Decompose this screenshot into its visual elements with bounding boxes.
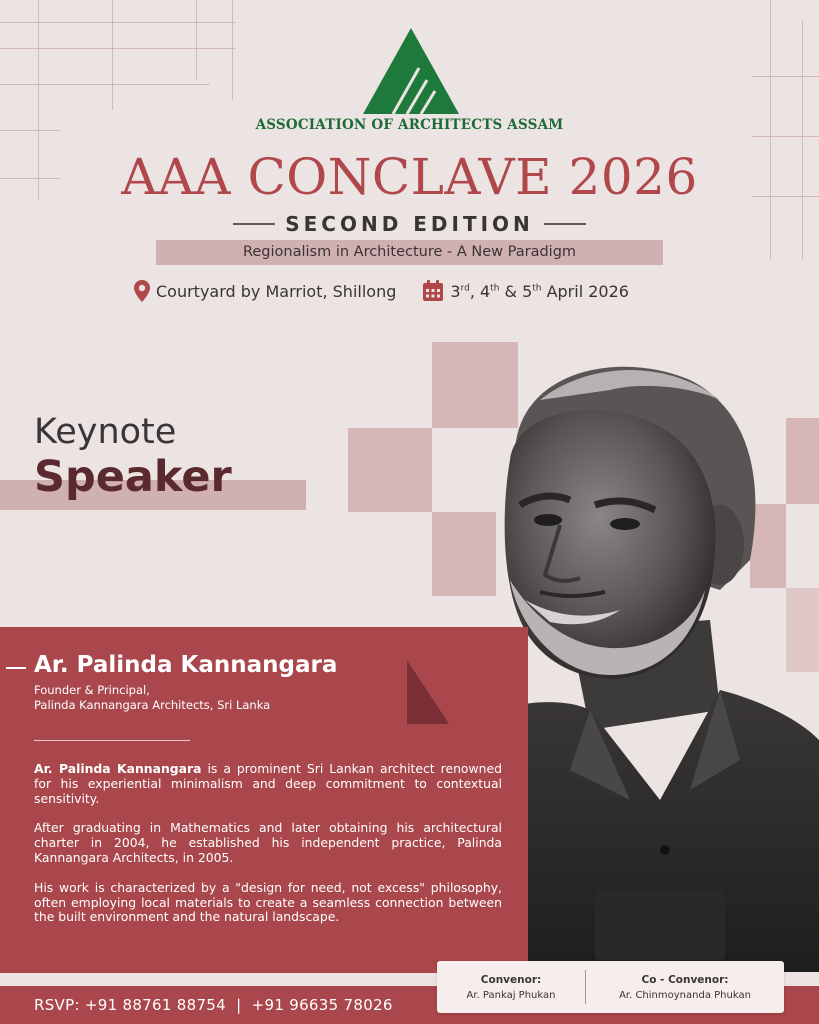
co-convenor-name: Ar. Chinmoynanda Phukan [619,989,751,1001]
decor-line [0,84,210,85]
bio-paragraph-1: Ar. Palinda Kannangara is a prominent Sri Lankan architect renowned for his experiential minimalism and deep commitment to contextual sensitivity. [34,761,502,806]
co-convenor-column [586,974,784,1001]
convenor-column [437,974,585,1001]
edition-rule-right [544,223,586,225]
theme-banner: Regionalism in Architecture - A New Paradigm [156,240,663,265]
convenor-card [437,961,784,1013]
keynote-heading-line1: Keynote [34,412,177,452]
decor-line [752,76,819,77]
rsvp-contacts: RSVP: +91 88761 88754 | +91 96635 78026 [34,996,393,1014]
organization-name: ASSOCIATION OF ARCHITECTS ASSAM [255,117,564,133]
dates-text: 3rd, 4th & 5th April 2026 [450,281,629,301]
co-convenor-label: Co - Convenor: [641,973,729,986]
convenor-label: Convenor: [480,973,542,986]
speaker-name: Ar. Palinda Kannangara [34,652,338,678]
speaker-role-line1: Founder & Principal, [34,683,150,697]
map-pin-icon [134,280,150,302]
event-title: AAA CONCLAVE 2026 [121,148,698,206]
triangle-logo-icon [363,28,459,114]
bio-paragraph-3: His work is characterized by a "design for need, not excess" philosophy, often employing local materials to create a seamless connection between the built environment and the natural landscape. [34,879,502,925]
decor-line [196,0,197,80]
keynote-heading-line2: Speaker [34,452,232,502]
decor-line [112,0,113,110]
dates-item [422,280,629,302]
edition-label: SECOND EDITION [285,212,534,236]
venue-item [134,280,396,302]
venue-text: Courtyard by Marriot, Shillong [156,281,397,301]
calendar-icon [422,280,444,302]
bio-divider [34,740,190,741]
edition-rule-left [233,223,275,225]
event-info-row [134,276,694,306]
name-rule [6,667,26,669]
convenor-name: Ar. Pankaj Phukan [466,989,556,1001]
decor-line [0,22,236,23]
speaker-bio [34,762,502,940]
edition-row [0,212,819,236]
bio-paragraph-2: After graduating in Mathematics and later obtaining his architectural charter in 2004, he established his independent practice, Palinda Kannangara Architects, in 2005. [34,820,502,865]
speaker-role-line2: Palinda Kannangara Architects, Sri Lanka [34,698,271,712]
decor-line [0,48,236,49]
decor-line [232,0,233,100]
speaker-role [34,683,270,713]
decor-line [752,136,819,137]
